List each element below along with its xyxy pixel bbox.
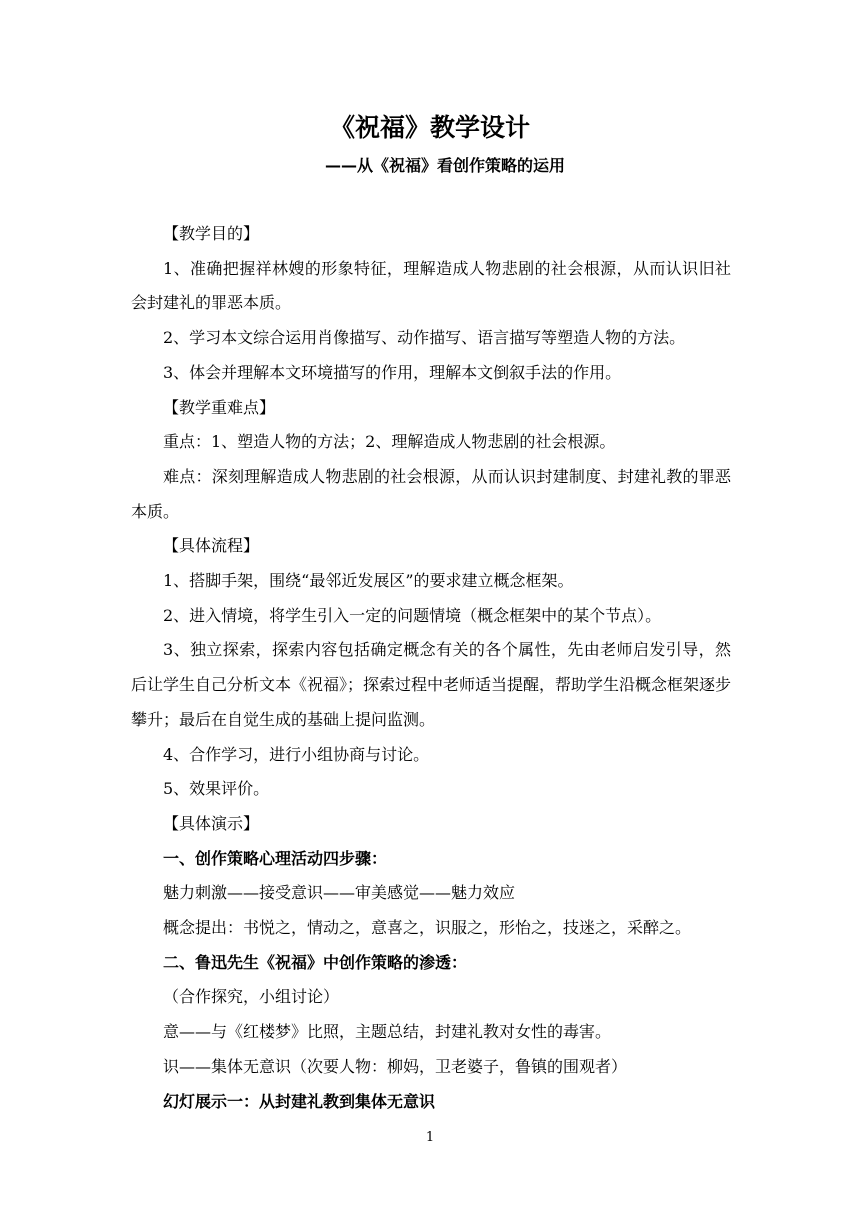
document-subtitle: ——从《祝福》看创作策略的运用 [324, 156, 565, 175]
goal-item-3: 3、体会并理解本文环境描写的作用，理解本文倒叙手法的作用。 [163, 362, 622, 382]
slide-heading-1: 幻灯展示一：从封建礼教到集体无意识 [163, 1091, 436, 1111]
process-step-3: 3、独立探索，探索内容包括确定概念有关的各个属性，先由老师启发引导，然后让学生自己分析文本《祝福》；探索过程中老师适当提醒，帮助学生沿概念框架逐步攀升；最后在自觉生成的基础上提问监测。 [131, 640, 732, 729]
four-steps-line: 魅力刺激——接受意识——审美感觉——魅力效应 [163, 883, 516, 903]
section-heading-1: 一、创作策略心理活动四步骤： [163, 848, 388, 868]
page-number: 1 [425, 1130, 435, 1145]
difficult-points: 难点：深刻理解造成人物悲剧的社会根源，从而认识封建制度、封建礼教的罪恶本质。 [131, 466, 731, 521]
process-step-1: 1、搭脚手架，围绕“最邻近发展区”的要求建立概念框架。 [163, 571, 574, 591]
heading-process: 【具体流程】 [163, 536, 260, 556]
process-step-2: 2、进入情境，将学生引入一定的问题情境（概念框架中的某个节点）。 [163, 605, 662, 625]
key-points: 重点：1、塑造人物的方法；2、理解造成人物悲剧的社会根源。 [163, 432, 616, 452]
heading-demonstration: 【具体演示】 [163, 813, 260, 833]
document-body [131, 217, 731, 1119]
heading-teaching-goals: 【教学目的】 [163, 224, 260, 243]
consciousness-line: 识——集体无意识（次要人物：柳妈，卫老婆子，鲁镇的围观者） [163, 1056, 628, 1076]
goal-item-2: 2、学习本文综合运用肖像描写、动作描写、语言描写等塑造人物的方法。 [163, 328, 686, 348]
discussion-note: （合作探究，小组讨论） [163, 987, 340, 1007]
heading-key-difficult-points: 【教学重难点】 [163, 397, 276, 417]
meaning-line: 意——与《红楼梦》比照，主题总结，封建礼教对女性的毒害。 [163, 1022, 612, 1042]
process-step-5: 5、效果评价。 [163, 779, 270, 799]
concept-line: 概念提出：书悦之，情动之，意喜之，识服之，形怡之，技迷之，采醉之。 [163, 918, 692, 938]
document-title: 《祝福》教学设计 [329, 113, 530, 142]
section-heading-2: 二、鲁迅先生《祝福》中创作策略的渗透： [163, 952, 468, 972]
process-step-4: 4、合作学习，进行小组协商与讨论。 [163, 744, 430, 764]
goal-item-1: 1、准确把握祥林嫂的形象特征，理解造成人物悲剧的社会根源，从而认识旧社会封建礼的罪恶本质。 [131, 258, 731, 313]
